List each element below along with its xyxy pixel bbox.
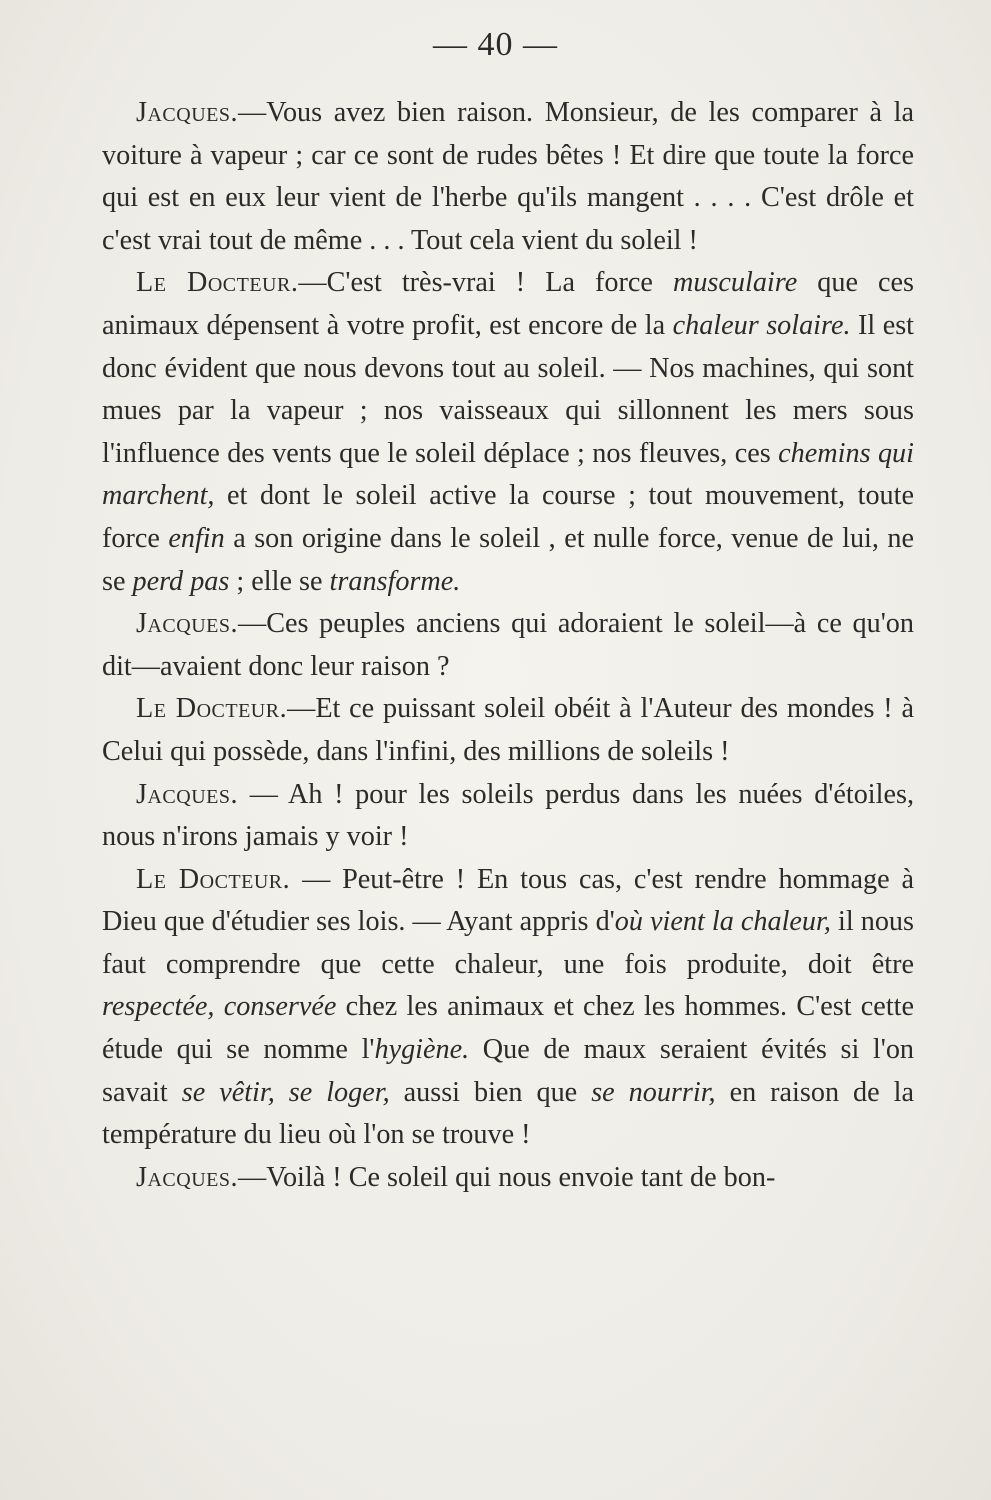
dialogue-paragraph bbox=[102, 92, 914, 262]
body-text: —Vous avez bien raison. Monsieur, de les comparer à la voiture à vapeur ; car ce sont de rudes bêtes ! Et dire que toute la force qui est en eux leur vient de l'herbe qu'ils mangent . . . . C'est drôle et c'est vrai tout de même . . . Tout cela vient du soleil ! bbox=[102, 97, 914, 256]
body-text: —C'est très-vrai ! La force bbox=[298, 267, 673, 299]
speaker-name: Le Docteur. bbox=[136, 863, 291, 895]
dialogue-paragraph bbox=[102, 859, 914, 1157]
dialogue-text bbox=[102, 92, 914, 1199]
body-text: que ces animaux dépensent à votre profit, est encore de la bbox=[102, 267, 915, 341]
emphasis-text: se vêtir, se loger, bbox=[181, 1076, 390, 1108]
body-text: — Peut-être ! En tous cas, c'est rendre hommage à Dieu que d'étudier ses lois. — Ayant appris d' bbox=[102, 863, 914, 938]
speaker-name: Le Docteur. bbox=[136, 267, 299, 299]
emphasis-text: hygiène. bbox=[374, 1034, 470, 1066]
dialogue-paragraph bbox=[102, 1157, 914, 1200]
emphasis-text: perd pas bbox=[132, 565, 230, 597]
speaker-name: Jacques. bbox=[136, 778, 239, 810]
dialogue-paragraph bbox=[102, 774, 914, 859]
body-text: il nous faut comprendre que cette chaleur, une fois produite, doit être bbox=[102, 906, 914, 980]
emphasis-text: conservée bbox=[223, 991, 337, 1023]
speaker-name: Le Docteur. bbox=[136, 693, 288, 725]
dialogue-paragraph bbox=[102, 603, 914, 688]
body-text bbox=[214, 991, 223, 1022]
emphasis-text: musculaire bbox=[672, 267, 798, 299]
body-text: en raison de la température du lieu où l'on se trouve ! bbox=[102, 1076, 914, 1151]
speaker-name: Jacques. bbox=[136, 97, 239, 128]
dialogue-paragraph bbox=[102, 688, 914, 773]
body-text: Il est donc évident que nous devons tout au soleil. — Nos machines, qui sont mues par la vapeur ; nos vaisseaux qui sillonnent les mers sous l'influence des vents que le soleil déplace ; nos fleuves, ces bbox=[102, 309, 915, 469]
body-text: —Et ce puissant soleil obéit à l'Auteur des mondes ! à Celui qui possède, dans l'infini, des millions de soleils ! bbox=[102, 693, 915, 767]
body-text: aussi bien que bbox=[389, 1076, 592, 1108]
body-text: a son origine dans le soleil , et nulle force, venue de lui, ne se bbox=[102, 522, 915, 597]
body-text: — Ah ! pour les soleils perdus dans les nuées d'étoiles, nous n'irons jamais y voir ! bbox=[102, 778, 914, 853]
emphasis-text: enfin bbox=[168, 522, 225, 554]
body-text: Que de maux seraient évités si l'on savait bbox=[102, 1034, 915, 1108]
emphasis-text: respectée, bbox=[102, 991, 215, 1023]
dialogue-paragraph bbox=[102, 262, 914, 603]
body-text: chez les animaux et chez les hommes. C'est cette étude qui se nomme l' bbox=[102, 991, 914, 1066]
emphasis-text: chaleur solaire. bbox=[672, 309, 851, 341]
body-text: et dont le soleil active la course ; tout mouvement, toute force bbox=[102, 480, 914, 554]
emphasis-text: où vient la chaleur, bbox=[614, 906, 831, 938]
emphasis-text: transforme. bbox=[329, 565, 461, 597]
body-text: —Ces peuples anciens qui adoraient le soleil—à ce qu'on dit—avaient donc leur raison ? bbox=[102, 608, 914, 682]
emphasis-text: chemins qui marchent, bbox=[102, 437, 914, 512]
body-text: ; elle se bbox=[229, 565, 330, 597]
speaker-name: Jacques. bbox=[136, 608, 239, 640]
speaker-name: Jacques. bbox=[136, 1161, 239, 1193]
page-number: — 40 — bbox=[433, 26, 558, 63]
body-text: —Voilà ! Ce soleil qui nous envoie tant de bon- bbox=[238, 1161, 776, 1193]
emphasis-text: se nourrir, bbox=[591, 1076, 716, 1108]
